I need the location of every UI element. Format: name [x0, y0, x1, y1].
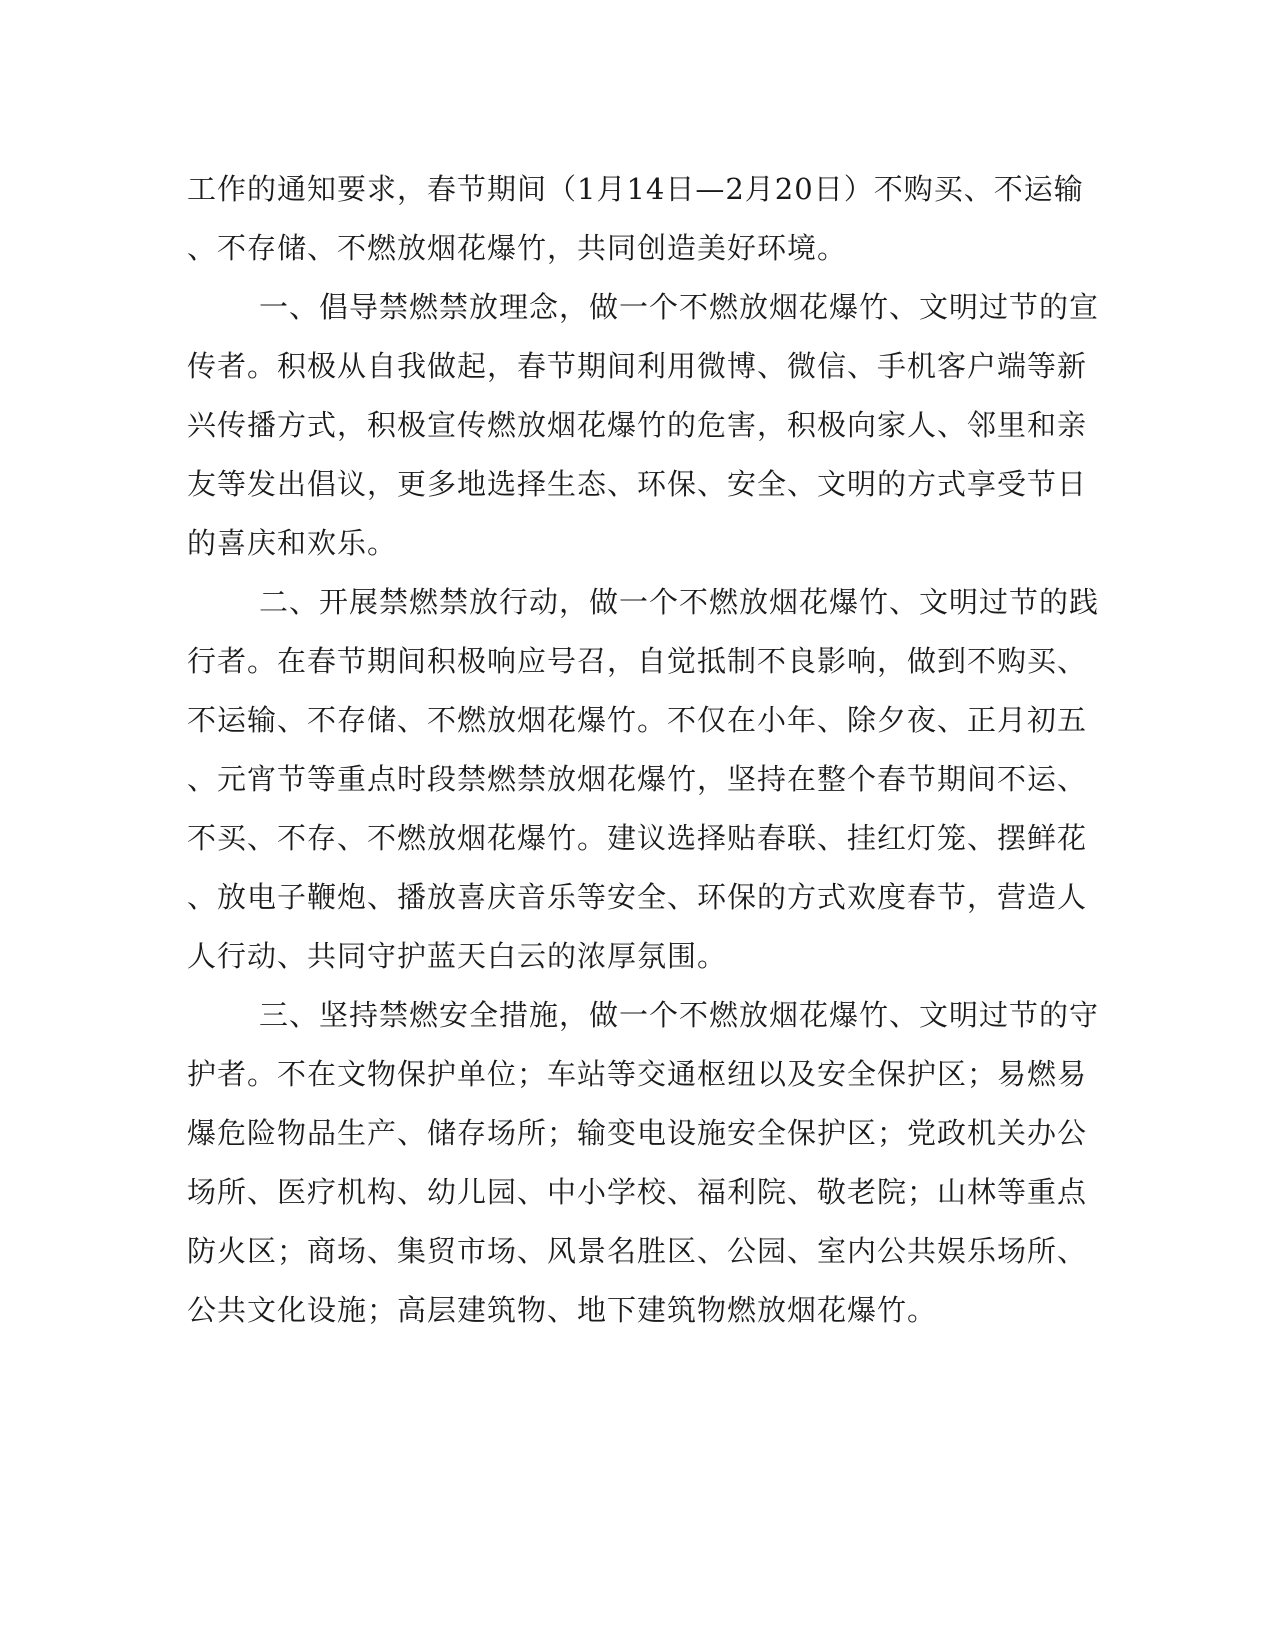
text-line: 工作的通知要求，春节期间（1月14日—2月20日）不购买、不运输 [187, 172, 1084, 206]
paragraph-2-start: 二、开展禁燃禁放行动，做一个不燃放烟花爆竹、文明过节的践 [259, 585, 1100, 619]
text-line: 公共文化设施；高层建筑物、地下建筑物燃放烟花爆竹。 [187, 1293, 938, 1327]
text-line: 人行动、共同守护蓝天白云的浓厚氛围。 [187, 939, 728, 973]
text-line: 爆危险物品生产、储存场所；输变电设施安全保护区；党政机关办公 [187, 1116, 1088, 1150]
text-line: 场所、医疗机构、幼儿园、中小学校、福利院、敬老院；山林等重点 [187, 1175, 1088, 1209]
text-line: 护者。不在文物保护单位；车站等交通枢纽以及安全保护区；易燃易 [187, 1057, 1088, 1091]
text-line: 防火区；商场、集贸市场、风景名胜区、公园、室内公共娱乐场所、 [187, 1234, 1088, 1268]
text-line: 友等发出倡议，更多地选择生态、环保、安全、文明的方式享受节日 [187, 467, 1088, 501]
text-line: 、放电子鞭炮、播放喜庆音乐等安全、环保的方式欢度春节，营造人 [187, 880, 1088, 914]
text-line: 的喜庆和欢乐。 [187, 526, 398, 560]
paragraph-1-start: 一、倡导禁燃禁放理念，做一个不燃放烟花爆竹、文明过节的宣 [259, 290, 1100, 324]
text-line: 传者。积极从自我做起，春节期间利用微博、微信、手机客户端等新 [187, 349, 1088, 383]
text-line: 不买、不存、不燃放烟花爆竹。建议选择贴春联、挂红灯笼、摆鲜花 [187, 821, 1088, 855]
text-line: 兴传播方式，积极宣传燃放烟花爆竹的危害，积极向家人、邻里和亲 [187, 408, 1088, 442]
text-line: 行者。在春节期间积极响应号召，自觉抵制不良影响，做到不购买、 [187, 644, 1088, 678]
text-line: 、不存储、不燃放烟花爆竹，共同创造美好环境。 [187, 231, 848, 265]
paragraph-3-start: 三、坚持禁燃安全措施，做一个不燃放烟花爆竹、文明过节的守 [259, 998, 1100, 1032]
text-line: 、元宵节等重点时段禁燃禁放烟花爆竹，坚持在整个春节期间不运、 [187, 762, 1088, 796]
text-line: 不运输、不存储、不燃放烟花爆竹。不仅在小年、除夕夜、正月初五 [187, 703, 1088, 737]
document-body [187, 160, 1100, 1340]
